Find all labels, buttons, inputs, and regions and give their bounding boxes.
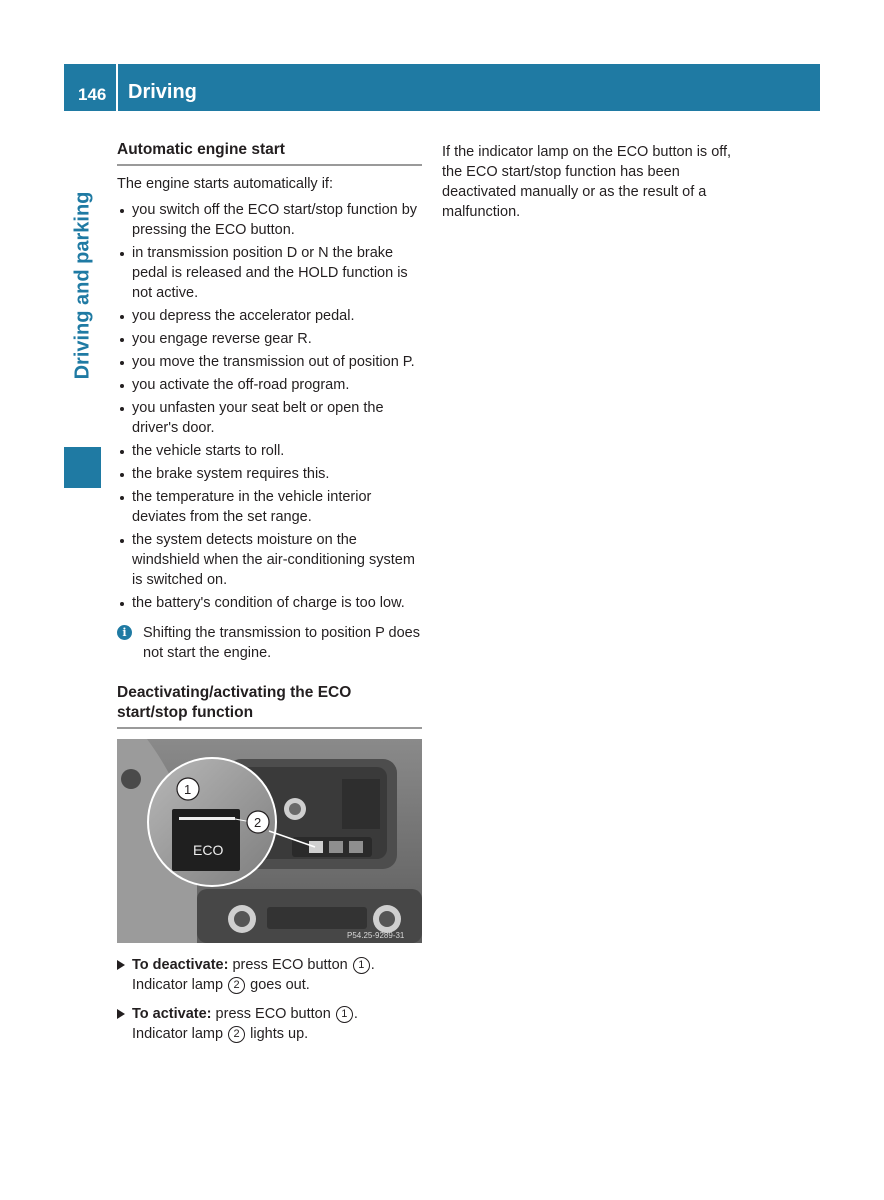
image-code: P54.25-9289-31 xyxy=(347,931,405,940)
header-divider xyxy=(116,64,118,111)
list-item: the brake system requires this. xyxy=(117,464,422,484)
arrow-icon xyxy=(117,1009,125,1019)
list-item: you activate the off-road program. xyxy=(117,375,422,395)
list-item: in transmission position D or N the brake pedal is released and the HOLD function is not active. xyxy=(117,243,422,303)
list-item: you switch off the ECO start/stop function by pressing the ECO button. xyxy=(117,200,422,240)
list-item: you depress the accelerator pedal. xyxy=(117,306,422,326)
callout-1: 1 xyxy=(184,782,192,797)
eco-button-figure xyxy=(117,739,422,943)
step-text: lights up. xyxy=(250,1026,309,1042)
note-text: Shifting the transmission to position P does not start the engine. xyxy=(143,625,421,661)
page-number: 146 xyxy=(78,85,107,104)
circled-number-icon: 1 xyxy=(353,957,370,974)
step-label: To activate: xyxy=(132,1006,212,1022)
info-note xyxy=(117,623,422,663)
list-item: the temperature in the vehicle interior deviates from the set range. xyxy=(117,487,422,527)
step-activate: To activate: press ECO button 1 . Indicator lamp 2 lights up. xyxy=(117,1004,422,1044)
side-tab-marker xyxy=(64,447,101,488)
step-text: press ECO button xyxy=(215,1006,331,1022)
dashboard-illustration xyxy=(117,739,422,943)
arrow-icon xyxy=(117,960,125,970)
conditions-list xyxy=(117,200,422,613)
list-item: the vehicle starts to roll. xyxy=(117,441,422,461)
step-deactivate: To deactivate: press ECO button 1 . Indicator lamp 2 goes out. xyxy=(117,955,422,995)
step-text: Indicator lamp xyxy=(132,977,224,993)
section-intro: The engine starts automatically if: xyxy=(117,176,333,192)
page-header xyxy=(64,64,820,111)
list-item: you unfasten your seat belt or open the driver's door. xyxy=(117,398,422,438)
info-icon: i xyxy=(117,625,132,640)
section-heading-automatic-start: Automatic engine start xyxy=(117,140,422,166)
right-column-text: If the indicator lamp on the ECO button is off, the ECO start/stop function has been deactivated manually or as the result of a malfunction. xyxy=(442,144,732,220)
steps-list xyxy=(117,955,422,1044)
step-label: To deactivate: xyxy=(132,957,229,973)
circled-number-icon: 2 xyxy=(228,977,245,994)
circled-number-icon: 2 xyxy=(228,1026,245,1043)
list-item: the system detects moisture on the windshield when the air-conditioning system is switched on. xyxy=(117,530,422,590)
left-column xyxy=(117,140,422,1053)
chapter-title: Driving xyxy=(128,81,197,103)
section-heading-eco-function: Deactivating/activating the ECO start/stop function xyxy=(117,683,422,729)
side-tab-label: Driving and parking xyxy=(71,191,93,379)
step-text: press ECO button xyxy=(232,957,348,973)
step-text: goes out. xyxy=(250,977,310,993)
right-column xyxy=(442,142,752,222)
list-item: the battery's condition of charge is too low. xyxy=(117,593,422,613)
list-item: you engage reverse gear R. xyxy=(117,329,422,349)
callout-2: 2 xyxy=(254,815,262,830)
side-tab xyxy=(64,125,101,445)
eco-button-label: ECO xyxy=(193,842,224,858)
list-item: you move the transmission out of position P. xyxy=(117,352,422,372)
step-text: Indicator lamp xyxy=(132,1026,224,1042)
circled-number-icon: 1 xyxy=(336,1006,353,1023)
